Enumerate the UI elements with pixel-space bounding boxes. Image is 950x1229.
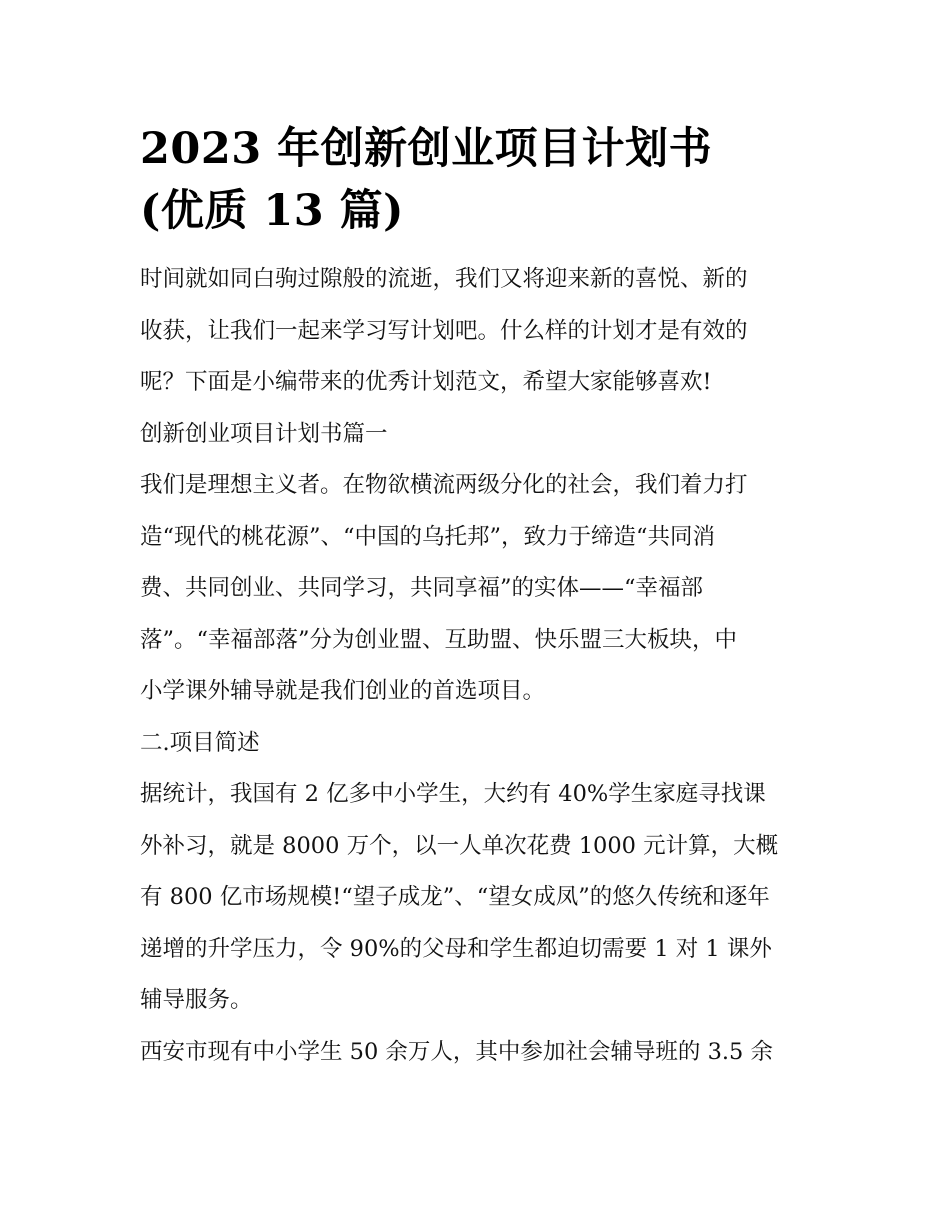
text-line: 呢？下面是小编带来的优秀计划范文，希望大家能够喜欢! (140, 369, 712, 395)
document-body (140, 118, 820, 1078)
text-line: 造“现代的桃花源”、“中国的乌托邦”，致力于缔造“共同消 (140, 523, 716, 550)
intro-paragraph (140, 254, 820, 409)
text-line: 收获，让我们一起来学习写计划吧。什么样的计划才是有效的 (140, 317, 748, 344)
title-line: (优质 13 篇) (140, 186, 404, 236)
text-line: 有 800 亿市场规模!“望子成龙”、“望女成凤”的悠久传统和逐年 (140, 884, 770, 910)
text-line: 据统计，我国有 2 亿多中小学生，大约有 40%学生家庭寻找课 (140, 781, 766, 807)
text-line: 时间就如同白驹过隙般的流逝，我们又将迎来新的喜悦、新的 (140, 266, 748, 292)
text-line: 费、共同创业、共同学习，共同享福”的实体——“幸福部 (140, 575, 704, 601)
text-line: 我们是理想主义者。在物欲横流两级分化的社会，我们着力打 (140, 472, 748, 498)
body-paragraph (140, 769, 820, 1027)
text-line: 外补习，就是 8000 万个，以一人单次花费 1000 元计算，大概 (140, 832, 779, 859)
text-line: 辅导服务。 (140, 987, 253, 1013)
body-paragraph (140, 1027, 820, 1079)
section-heading: 创新创业项目计划书篇一 (140, 420, 388, 447)
text-line: 落”。“幸福部落”分为创业盟、互助盟、快乐盟三大板块，中 (140, 626, 738, 653)
document-title (140, 118, 820, 242)
title-line: 2023 年创新创业项目计划书 (140, 124, 713, 174)
text-line: 小学课外辅导就是我们创业的首选项目。 (140, 678, 546, 704)
text-line: 西安市现有中小学生 50 余万人，其中参加社会辅导班的 3.5 余 (140, 1038, 774, 1065)
body-paragraph (140, 460, 820, 718)
text-line: 递增的升学压力，令 90%的父母和学生都迫切需要 1 对 1 课外 (140, 935, 772, 962)
section-heading: 二.项目简述 (140, 729, 260, 756)
